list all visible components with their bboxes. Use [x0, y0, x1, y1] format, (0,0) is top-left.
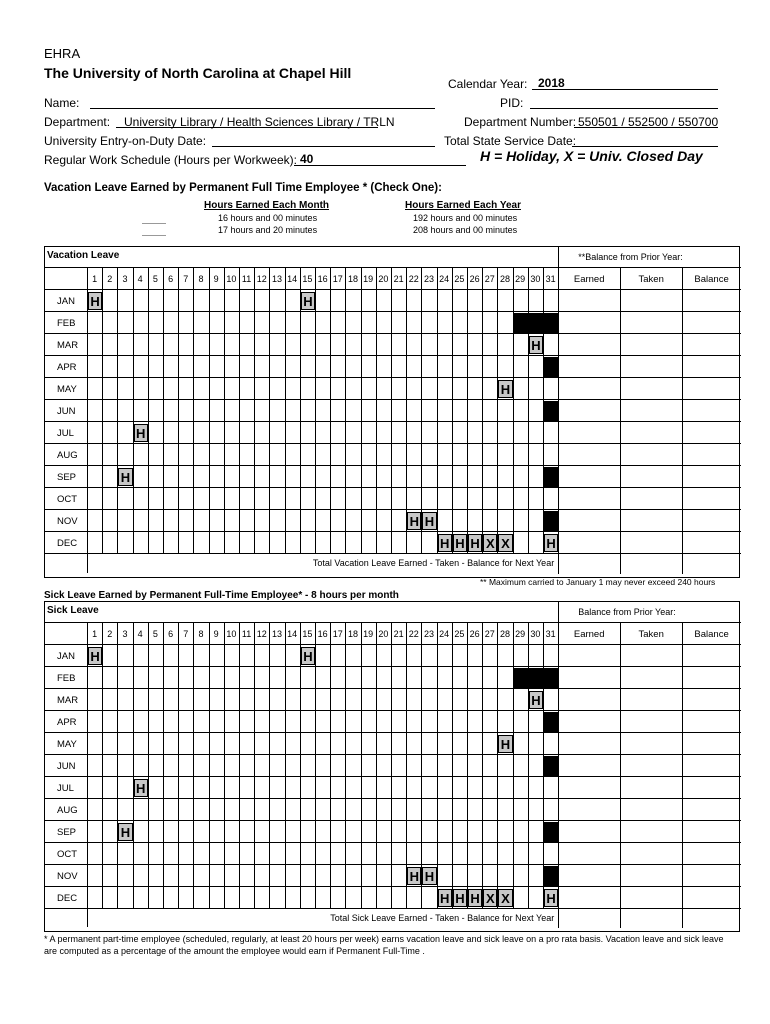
vacation-day-header: 23	[423, 274, 434, 284]
sick-day-header: 2	[107, 629, 113, 639]
sick-taken-cell[interactable]	[620, 755, 682, 776]
vacation-closed-day-mark[interactable]: X	[498, 534, 512, 552]
sick-taken-cell[interactable]	[620, 689, 682, 710]
vacation-col-taken: Taken	[638, 274, 664, 285]
option-1-checkbox[interactable]	[142, 223, 166, 224]
sick-day-header: 29	[515, 629, 526, 639]
sick-earned-cell[interactable]	[558, 821, 620, 842]
sick-month-label: MAY	[57, 739, 77, 750]
vacation-nonexistent-day	[544, 313, 558, 333]
sick-month-label: FEB	[57, 673, 76, 684]
sick-holiday-mark[interactable]: H	[301, 647, 315, 665]
sick-day-header: 12	[256, 629, 267, 639]
vacation-holiday-mark[interactable]: H	[407, 512, 421, 530]
sick-col-balance: Balance	[694, 629, 729, 640]
sick-month-label: AUG	[57, 805, 78, 816]
sick-balance-cell[interactable]	[682, 843, 741, 864]
sick-day-header: 7	[183, 629, 189, 639]
state-service-field[interactable]	[572, 146, 718, 147]
sick-closed-day-mark[interactable]: X	[498, 889, 512, 907]
sick-holiday-mark[interactable]: H	[118, 823, 132, 841]
vacation-col-earned: Earned	[573, 274, 605, 285]
vacation-earned-cell[interactable]	[558, 532, 620, 553]
sick-balance-cell[interactable]	[682, 821, 741, 842]
vacation-day-header: 10	[226, 274, 237, 284]
schedule-value[interactable]: 40	[300, 152, 314, 166]
vacation-earned-cell[interactable]	[558, 312, 620, 333]
vacation-taken-cell[interactable]	[620, 422, 682, 443]
sick-holiday-mark[interactable]: H	[422, 867, 436, 885]
sick-taken-cell[interactable]	[620, 667, 682, 688]
vacation-day-header: 20	[378, 274, 389, 284]
sick-nonexistent-day	[544, 712, 558, 732]
vacation-day-header: 25	[454, 274, 465, 284]
vacation-closed-day-mark[interactable]: X	[483, 534, 497, 552]
option-1-month: 16 hours and 00 minutes	[218, 213, 318, 223]
sick-holiday-mark[interactable]: H	[88, 647, 102, 665]
sick-nonexistent-day	[544, 756, 558, 776]
department-label: Department:	[44, 115, 111, 129]
vacation-balance-cell[interactable]	[682, 444, 741, 465]
year-header: Hours Earned Each Year	[405, 200, 521, 211]
sick-balance-cell[interactable]	[682, 667, 741, 688]
state-service-label: Total State Service Date:	[444, 134, 577, 148]
sick-earned-cell[interactable]	[558, 777, 620, 798]
sick-balance-cell[interactable]	[682, 733, 741, 754]
vacation-title: Vacation Leave	[47, 250, 120, 261]
name-field[interactable]	[90, 108, 435, 109]
sick-taken-cell[interactable]	[620, 711, 682, 732]
sick-holiday-mark[interactable]: H	[544, 889, 558, 907]
sick-day-header: 1	[92, 629, 98, 639]
sick-earned-cell[interactable]	[558, 843, 620, 864]
vacation-day-header: 4	[137, 274, 143, 284]
sick-earned-cell[interactable]	[558, 799, 620, 820]
vacation-day-header: 31	[545, 274, 556, 284]
sick-day-header: 10	[226, 629, 237, 639]
vacation-earned-title: Vacation Leave Earned by Permanent Full Time Employee * (Check One):	[44, 182, 442, 194]
sick-day-header: 23	[423, 629, 434, 639]
sick-month-label: SEP	[57, 827, 77, 838]
vacation-taken-cell[interactable]	[620, 334, 682, 355]
sick-holiday-mark[interactable]: H	[468, 889, 482, 907]
vacation-month-label: AUG	[57, 450, 78, 461]
option-2-checkbox[interactable]	[142, 235, 166, 236]
vacation-balance-cell[interactable]	[682, 510, 741, 531]
vacation-day-header: 9	[213, 274, 219, 284]
vacation-earned-cell[interactable]	[558, 444, 620, 465]
vacation-earned-cell[interactable]	[558, 290, 620, 311]
vacation-day-header: 7	[183, 274, 189, 284]
sick-day-header: 19	[363, 629, 374, 639]
sick-day-header: 13	[271, 629, 282, 639]
sick-day-header: 28	[499, 629, 510, 639]
vacation-nonexistent-day	[544, 467, 558, 487]
vacation-earned-cell[interactable]	[558, 378, 620, 399]
vacation-taken-cell[interactable]	[620, 510, 682, 531]
sick-day-header: 24	[439, 629, 450, 639]
sick-earned-cell[interactable]	[558, 689, 620, 710]
vacation-nonexistent-day	[544, 511, 558, 531]
dept-number-value[interactable]: 550501 / 552500 / 550700	[578, 115, 719, 129]
org-abbr: EHRA	[44, 46, 81, 61]
sick-day-header: 27	[484, 629, 495, 639]
vacation-balance-cell[interactable]	[682, 422, 741, 443]
vacation-month-label: NOV	[57, 516, 78, 527]
vacation-taken-cell[interactable]	[620, 400, 682, 421]
vacation-day-header: 30	[530, 274, 541, 284]
vacation-earned-cell[interactable]	[558, 356, 620, 377]
vacation-holiday-mark[interactable]: H	[498, 380, 512, 398]
sick-nonexistent-day	[514, 668, 528, 688]
vacation-holiday-mark[interactable]: H	[453, 534, 467, 552]
vacation-holiday-mark[interactable]: H	[134, 424, 148, 442]
pid-label: PID:	[500, 96, 524, 110]
month-header: Hours Earned Each Month	[204, 200, 330, 211]
sick-day-header: 14	[287, 629, 298, 639]
sick-taken-cell[interactable]	[620, 777, 682, 798]
pid-field[interactable]	[530, 108, 718, 109]
sick-nonexistent-day	[544, 668, 558, 688]
sick-taken-cell[interactable]	[620, 645, 682, 666]
sick-total-label: Total Sick Leave Earned - Taken - Balance for Next Year	[330, 913, 555, 923]
sick-month-label: OCT	[57, 849, 78, 860]
vacation-holiday-mark[interactable]: H	[438, 534, 452, 552]
vacation-day-header: 5	[152, 274, 158, 284]
vacation-leave-table	[44, 246, 740, 578]
vacation-day-header: 2	[107, 274, 113, 284]
sick-balance-cell[interactable]	[682, 711, 741, 732]
vacation-balance-cell[interactable]	[682, 356, 741, 377]
sick-holiday-mark[interactable]: H	[438, 889, 452, 907]
sick-earned-cell[interactable]	[558, 887, 620, 908]
sick-day-header: 15	[302, 629, 313, 639]
sick-taken-cell[interactable]	[620, 843, 682, 864]
sick-balance-cell[interactable]	[682, 887, 741, 908]
vacation-month-label: SEP	[57, 472, 77, 483]
entry-date-field[interactable]	[212, 146, 435, 147]
vacation-nonexistent-day	[544, 357, 558, 377]
vacation-month-label: APR	[57, 362, 77, 373]
vacation-month-label: MAY	[57, 384, 77, 395]
sick-day-header: 9	[213, 629, 219, 639]
schedule-label: Regular Work Schedule (Hours per Workweek):	[44, 153, 297, 167]
sick-day-header: 22	[408, 629, 419, 639]
sick-holiday-mark[interactable]: H	[134, 779, 148, 797]
sick-day-header: 30	[530, 629, 541, 639]
vacation-taken-cell[interactable]	[620, 444, 682, 465]
sick-month-label: MAR	[57, 695, 79, 706]
vacation-holiday-mark[interactable]: H	[301, 292, 315, 310]
sick-earned-cell[interactable]	[558, 733, 620, 754]
vacation-balance-prior: **Balance from Prior Year:	[578, 252, 683, 262]
vacation-day-header: 24	[439, 274, 450, 284]
vacation-taken-cell[interactable]	[620, 290, 682, 311]
sick-day-header: 3	[122, 629, 128, 639]
vacation-balance-cell[interactable]	[682, 400, 741, 421]
sick-balance-cell[interactable]	[682, 645, 741, 666]
sick-month-label: JAN	[57, 651, 75, 662]
sick-day-header: 21	[393, 629, 404, 639]
vacation-day-header: 8	[198, 274, 204, 284]
sick-balance-prior: Balance from Prior Year:	[578, 607, 676, 617]
sick-day-header: 4	[137, 629, 143, 639]
vacation-balance-cell[interactable]	[682, 312, 741, 333]
sick-taken-cell[interactable]	[620, 887, 682, 908]
sick-holiday-mark[interactable]: H	[529, 691, 543, 709]
vacation-holiday-mark[interactable]: H	[88, 292, 102, 310]
sick-balance-cell[interactable]	[682, 689, 741, 710]
vacation-day-header: 19	[363, 274, 374, 284]
vacation-holiday-mark[interactable]: H	[468, 534, 482, 552]
vacation-day-header: 18	[347, 274, 358, 284]
vacation-earned-cell[interactable]	[558, 510, 620, 531]
sick-taken-cell[interactable]	[620, 865, 682, 886]
vacation-taken-cell[interactable]	[620, 378, 682, 399]
sick-leave-table	[44, 601, 740, 932]
vacation-holiday-mark[interactable]: H	[544, 534, 558, 552]
vacation-earned-cell[interactable]	[558, 400, 620, 421]
sick-title: Sick Leave	[47, 605, 99, 616]
vacation-earned-cell[interactable]	[558, 334, 620, 355]
option-1-year: 192 hours and 00 minutes	[413, 213, 518, 223]
sick-day-header: 20	[378, 629, 389, 639]
sick-taken-cell[interactable]	[620, 821, 682, 842]
sick-holiday-mark[interactable]: H	[498, 735, 512, 753]
entry-date-label: University Entry-on-Duty Date:	[44, 134, 207, 148]
sick-holiday-mark[interactable]: H	[453, 889, 467, 907]
vacation-day-header: 11	[241, 274, 252, 284]
vacation-taken-cell[interactable]	[620, 466, 682, 487]
sick-day-header: 6	[168, 629, 174, 639]
vacation-max-note: ** Maximum carried to January 1 may never exceed 240 hours	[480, 577, 716, 587]
name-label: Name:	[44, 96, 80, 110]
vacation-day-header: 6	[168, 274, 174, 284]
legend: H = Holiday, X = Univ. Closed Day	[480, 148, 703, 164]
calendar-year-value[interactable]: 2018	[538, 76, 565, 90]
vacation-day-header: 21	[393, 274, 404, 284]
sick-day-header: 5	[152, 629, 158, 639]
vacation-month-label: JAN	[57, 296, 75, 307]
vacation-day-header: 16	[317, 274, 328, 284]
dept-number-label: Department Number:	[464, 115, 577, 129]
vacation-balance-cell[interactable]	[682, 488, 741, 509]
vacation-day-header: 28	[499, 274, 510, 284]
vacation-nonexistent-day	[544, 401, 558, 421]
vacation-day-header: 12	[256, 274, 267, 284]
sick-day-header: 8	[198, 629, 204, 639]
vacation-nonexistent-day	[529, 313, 543, 333]
vacation-taken-cell[interactable]	[620, 532, 682, 553]
sick-day-header: 18	[347, 629, 358, 639]
sick-holiday-mark[interactable]: H	[407, 867, 421, 885]
sick-month-label: JUN	[57, 761, 76, 772]
vacation-taken-cell[interactable]	[620, 312, 682, 333]
option-2-month: 17 hours and 20 minutes	[218, 225, 318, 235]
sick-month-label: JUL	[57, 783, 74, 794]
vacation-balance-cell[interactable]	[682, 378, 741, 399]
org-name: The University of North Carolina at Chapel Hill	[44, 65, 352, 81]
vacation-taken-cell[interactable]	[620, 356, 682, 377]
vacation-nonexistent-day	[514, 313, 528, 333]
vacation-day-header: 22	[408, 274, 419, 284]
vacation-day-header: 17	[332, 274, 343, 284]
sick-earned-cell[interactable]	[558, 755, 620, 776]
sick-balance-cell[interactable]	[682, 777, 741, 798]
sick-month-label: DEC	[57, 893, 78, 904]
sick-earned-cell[interactable]	[558, 865, 620, 886]
sick-earned-cell[interactable]	[558, 667, 620, 688]
vacation-month-label: FEB	[57, 318, 76, 329]
vacation-holiday-mark[interactable]: H	[422, 512, 436, 530]
sick-day-header: 25	[454, 629, 465, 639]
sick-nonexistent-day	[544, 822, 558, 842]
vacation-earned-cell[interactable]	[558, 466, 620, 487]
sick-month-label: NOV	[57, 871, 78, 882]
vacation-balance-cell[interactable]	[682, 466, 741, 487]
vacation-day-header: 14	[287, 274, 298, 284]
vacation-earned-cell[interactable]	[558, 422, 620, 443]
vacation-col-balance: Balance	[694, 274, 729, 285]
department-value[interactable]: University Library / Health Sciences Library / TRLN	[124, 115, 395, 129]
sick-earned-cell[interactable]	[558, 645, 620, 666]
sick-nonexistent-day	[544, 866, 558, 886]
sick-col-earned: Earned	[573, 629, 605, 640]
vacation-day-header: 1	[92, 274, 98, 284]
vacation-month-label: MAR	[57, 340, 79, 351]
sick-closed-day-mark[interactable]: X	[483, 889, 497, 907]
sick-nonexistent-day	[529, 668, 543, 688]
vacation-month-label: JUN	[57, 406, 76, 417]
vacation-balance-cell[interactable]	[682, 532, 741, 553]
vacation-earned-cell[interactable]	[558, 488, 620, 509]
vacation-day-header: 27	[484, 274, 495, 284]
vacation-month-label: OCT	[57, 494, 78, 505]
vacation-holiday-mark[interactable]: H	[118, 468, 132, 486]
footnote: * A permanent part-time employee (scheduled, regularly, at least 20 hours per week) earns vacation leave and sick leave on a pro rata basis. Vacation leave and sick leave are computed as a percentage of the amount the employee would earn if Permanent Full-Time .	[44, 934, 724, 956]
sick-day-header: 17	[332, 629, 343, 639]
vacation-day-header: 13	[271, 274, 282, 284]
sick-taken-cell[interactable]	[620, 733, 682, 754]
vacation-day-header: 29	[515, 274, 526, 284]
option-2-year: 208 hours and 00 minutes	[413, 225, 518, 235]
vacation-month-label: JUL	[57, 428, 74, 439]
sick-earned-cell[interactable]	[558, 711, 620, 732]
vacation-taken-cell[interactable]	[620, 488, 682, 509]
vacation-total-label: Total Vacation Leave Earned - Taken - Balance for Next Year	[312, 558, 555, 568]
vacation-month-label: DEC	[57, 538, 78, 549]
vacation-day-header: 3	[122, 274, 128, 284]
sick-day-header: 16	[317, 629, 328, 639]
sick-taken-cell[interactable]	[620, 799, 682, 820]
sick-balance-cell[interactable]	[682, 755, 741, 776]
sick-balance-cell[interactable]	[682, 865, 741, 886]
sick-day-header: 26	[469, 629, 480, 639]
calendar-year-label: Calendar Year:	[448, 77, 528, 91]
vacation-balance-cell[interactable]	[682, 334, 741, 355]
sick-month-label: APR	[57, 717, 77, 728]
vacation-day-header: 26	[469, 274, 480, 284]
sick-earned-heading: Sick Leave Earned by Permanent Full-Time Employee* - 8 hours per month	[44, 590, 399, 601]
vacation-balance-cell[interactable]	[682, 290, 741, 311]
sick-day-header: 31	[545, 629, 556, 639]
sick-day-header: 11	[241, 629, 252, 639]
sick-col-taken: Taken	[638, 629, 664, 640]
vacation-day-header: 15	[302, 274, 313, 284]
vacation-holiday-mark[interactable]: H	[529, 336, 543, 354]
sick-balance-cell[interactable]	[682, 799, 741, 820]
